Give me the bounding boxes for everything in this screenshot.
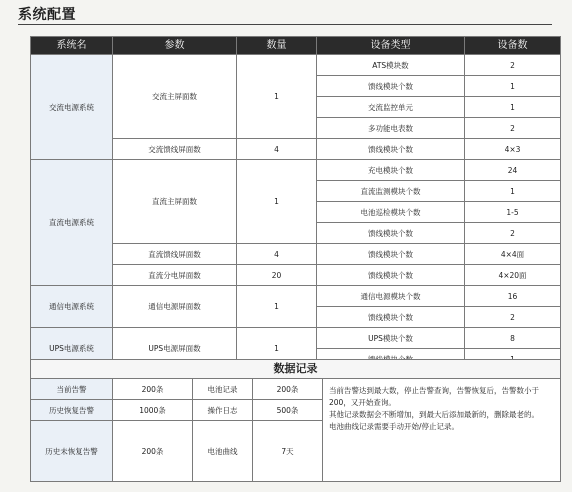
device-type-cell: 多功能电表数 [317, 118, 465, 139]
device-count-cell: 4×20面 [465, 265, 561, 286]
system-config-table [30, 36, 561, 370]
param-cell: 交流馈线屏面数 [113, 139, 237, 160]
device-count-cell: 1 [465, 97, 561, 118]
device-type-cell: 馈线模块个数 [317, 265, 465, 286]
device-count-cell: 1-5 [465, 202, 561, 223]
device-count-cell: 1 [465, 76, 561, 97]
table-row [31, 286, 561, 307]
record-label-cell: 历史恢复告警 [31, 400, 113, 421]
records-title: 数据记录 [31, 360, 561, 379]
device-count-cell: 2 [465, 223, 561, 244]
qty-cell: 1 [237, 55, 317, 139]
note-line: 当前告警达到最大数，停止告警查询，告警恢复后，告警数小于200，又开始查询。 [329, 386, 539, 407]
header-device-type: 设备类型 [317, 37, 465, 55]
record-value-cell: 200条 [113, 421, 193, 482]
records-notes [323, 379, 561, 482]
page-title: 系统配置 [18, 7, 76, 23]
system-name-dc: 直流电源系统 [31, 160, 113, 286]
title-divider [18, 24, 552, 25]
system-name-ups: UPS电源系统 [31, 328, 113, 370]
device-count-cell: 2 [465, 118, 561, 139]
device-count-cell: 4×4面 [465, 244, 561, 265]
device-count-cell: 2 [465, 55, 561, 76]
header-device-count: 设备数 [465, 37, 561, 55]
device-count-cell: 2 [465, 307, 561, 328]
record-value-cell: 200条 [113, 379, 193, 400]
record-value-cell: 1000条 [113, 400, 193, 421]
record-item-value-cell: 7天 [253, 421, 323, 482]
param-cell: 通信电源屏面数 [113, 286, 237, 328]
header-parameter: 参数 [113, 37, 237, 55]
device-count-cell: 8 [465, 328, 561, 349]
device-type-cell: 馈线模块个数 [317, 139, 465, 160]
qty-cell: 1 [237, 286, 317, 328]
device-type-cell: 直流监测模块个数 [317, 181, 465, 202]
system-name-ac: 交流电源系统 [31, 55, 113, 160]
note-line: 其他记录数据会不断增加，到最大后添加最新的，删除最老的。 [329, 410, 539, 419]
param-cell: 直流分电屏面数 [113, 265, 237, 286]
table-row [31, 160, 561, 181]
record-item-cell: 电池记录 [193, 379, 253, 400]
device-count-cell: 24 [465, 160, 561, 181]
record-item-value-cell: 200条 [253, 379, 323, 400]
table-row [31, 379, 561, 400]
device-count-cell: 16 [465, 286, 561, 307]
device-type-cell: 馈线模块个数 [317, 244, 465, 265]
record-label-cell: 历史未恢复告警 [31, 421, 113, 482]
record-label-cell: 当前告警 [31, 379, 113, 400]
table-row [31, 55, 561, 76]
device-type-cell: UPS模块个数 [317, 328, 465, 349]
note-line: 电池曲线记录需要手动开始/停止记录。 [329, 422, 460, 431]
table-row [31, 328, 561, 349]
record-item-value-cell: 500条 [253, 400, 323, 421]
qty-cell: 1 [237, 328, 317, 370]
param-cell: 直流馈线屏面数 [113, 244, 237, 265]
data-records-table [30, 359, 561, 482]
header-quantity: 数量 [237, 37, 317, 55]
system-name-comm: 通信电源系统 [31, 286, 113, 328]
device-type-cell: 充电模块个数 [317, 160, 465, 181]
param-cell: 直流主屏面数 [113, 160, 237, 244]
device-type-cell: 馈线模块个数 [317, 307, 465, 328]
device-type-cell: 馈线模块个数 [317, 76, 465, 97]
qty-cell: 4 [237, 139, 317, 160]
param-cell: 交流主屏面数 [113, 55, 237, 139]
device-type-cell: 通信电源模块个数 [317, 286, 465, 307]
qty-cell: 1 [237, 160, 317, 244]
record-item-cell: 操作日志 [193, 400, 253, 421]
device-count-cell: 1 [465, 181, 561, 202]
device-type-cell: ATS模块数 [317, 55, 465, 76]
device-type-cell: 电池巡检模块个数 [317, 202, 465, 223]
header-system-name: 系统名 [31, 37, 113, 55]
qty-cell: 4 [237, 244, 317, 265]
device-type-cell: 馈线模块个数 [317, 223, 465, 244]
record-item-cell: 电池曲线 [193, 421, 253, 482]
device-type-cell: 交流监控单元 [317, 97, 465, 118]
param-cell: UPS电源屏面数 [113, 328, 237, 370]
table-header-row [31, 37, 561, 55]
records-title-row [31, 360, 561, 379]
qty-cell: 20 [237, 265, 317, 286]
device-count-cell: 4×3 [465, 139, 561, 160]
